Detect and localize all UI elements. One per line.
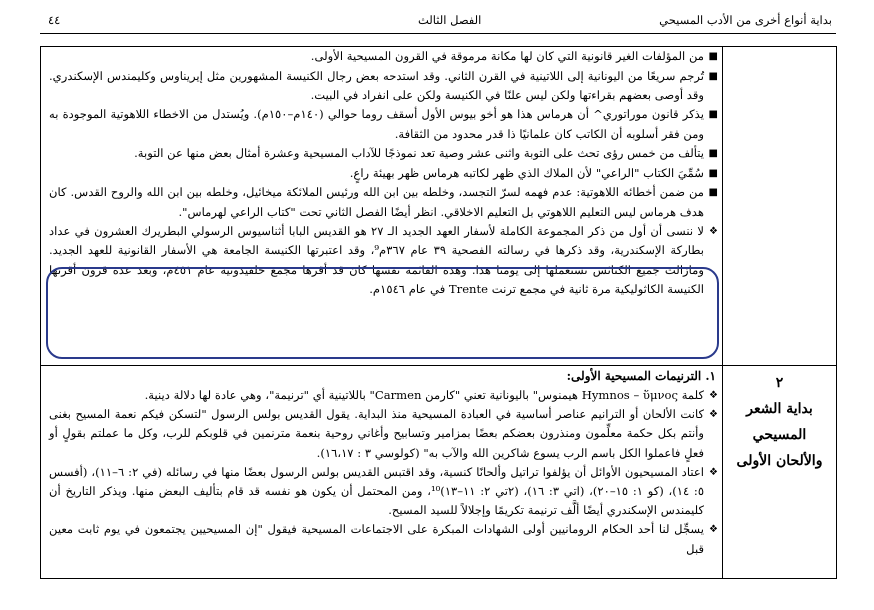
book-title: بداية أنواع أخرى من الأدب المسيحي [659, 13, 832, 27]
list-item [41, 105, 722, 143]
bullet-text: يتألف من خمس رؤى تحث على التوبة واثنى عشر وصية تعد نموذجًا للآداب المسيحية وعشرة أمثال بعض منها عن التوبة. [134, 146, 704, 161]
bullet-text: يذكر قانون موراتوري^ أن هرماس هذا هو أخو بيوس الأول أسقف روما حوالي (١٤٠م–١٥٠م). ويُستدل من الاخطاء اللاهوتية الموجودة به ومن فقر أسلوبه أن الكاتب كان علمانيًا ذا قدر محدود من الثقافة. [49, 107, 704, 141]
main-cell [41, 47, 723, 366]
diamond-bullet-icon: ❖ [709, 409, 718, 421]
list-item [41, 405, 722, 463]
side-title-line: المسيحي [752, 427, 807, 443]
table-row [41, 366, 837, 579]
diamond-bullet-icon: ❖ [709, 524, 718, 536]
list-item [41, 144, 722, 163]
list-item-highlighted [41, 222, 722, 299]
side-title-line: بداية الشعر [746, 401, 813, 417]
square-bullet-icon: ■ [708, 187, 718, 199]
square-bullet-icon: ■ [708, 148, 718, 160]
bullet-text: كلمة Hymnos – ὕμνος هيمنوس" باليونانية تعني "كارمن Carmen" باللاتينية أي "ترنيمة"، وهي عادة لها دلالة دينية. [144, 388, 704, 402]
section-heading: ١. الترنيمات المسيحية الأولى: [566, 369, 716, 383]
list-item [41, 183, 722, 221]
list-item [41, 463, 722, 521]
main-cell [41, 366, 723, 579]
diamond-bullet-icon: ❖ [709, 390, 718, 401]
diamond-bullet-icon: ❖ [709, 466, 718, 478]
diamond-bullet-icon: ❖ [709, 226, 718, 238]
bullet-text: يسجِّل لنا أحد الحكام الرومانيين أولى الشهادات المبكرة على الاجتماعات المسيحية فيقول "إن المسيحيين يجتمعون في يوم ثابت معين قبل [49, 522, 704, 556]
side-title-line: والألحان الأولى [736, 453, 823, 469]
header-rule [40, 33, 836, 34]
table-row [41, 47, 837, 366]
side-cell-title [723, 366, 837, 579]
bullet-text: سُمِّيَ الكتاب "الراعي" لأن الملاك الذي ظهر لكاتبه هرماس ظهر بهيئة راعٍ. [349, 165, 704, 180]
bullet-text: من ضمن أخطائه اللاهوتية: عدم فهمه لسرّ التجسد، وخلطه بين ابن الله ورئيس الملائكة ميخائيل، وخلطه بين ابن الله والروح القدس. كان هدف هرماس ليس التعليم اللاهوتي بل التعليم الاخلاقي. انظر أيضًا الفصل الثاني تحت "كتاب الراعي لهرماس". [49, 185, 704, 219]
list-item [41, 520, 722, 558]
content-table [40, 46, 837, 579]
side-title [723, 366, 836, 474]
list-item [41, 67, 722, 105]
page-number: ٤٤ [48, 13, 61, 27]
bullet-text: اعتاد المسيحيون الأوائل أن يؤلفوا تراتيل وألحانًا كنسية، وقد اقتبس القديس بولس الرسول بعضًا منها في رسائله (في ٢: ٦–١١)، (أفسس ٥: ١٤)، (كو ١: ١٥–٢٠)، (اتي ٣: ١٦)، (٢تي ٢: ١١–١٣)¹⁰، ومن المحتمل أن يكون هو نفسه قد قام بتأليف البعض منها. ويذكر التاريخ أن كليمندس الإسكندري أيضًا ألَّف ترنيمة تكريمًا وإجلالاً للسيد المسيح. [49, 464, 705, 518]
bullet-text: من المؤلفات الغير قانونية التي كان لها مكانة مرموقة في القرون المسيحية الأولى. [310, 49, 704, 63]
list-item [41, 47, 722, 66]
side-cell-empty [723, 47, 837, 366]
square-bullet-icon: ■ [708, 70, 718, 82]
list-item [41, 164, 722, 183]
section-number: ٢ [775, 375, 784, 391]
bullet-text: تُرجم سريعًا من اليونانية إلى اللاتينية في القرن الثاني. وقد استدحه بعض رجال الكنيسة المشهورين مثل إيريناوس وكليمندس الإسكندري. وقد أوصى بعضهم بقراءتها ولكن ليس علنًا في الكنيسة ولكن على انفراد في البيت. [49, 68, 704, 102]
square-bullet-icon: ■ [708, 109, 718, 121]
list-item [41, 386, 722, 405]
bullet-text: كانت الألحان أو الترانيم عناصر أساسية في العبادة المسيحية منذ البداية. يقول القديس بولس الرسول "لتسكن فيكم نعمة المسيح بغنى وأنتم بكل حكمة معلِّمون ومنذرون بعضكم بعضًا بمزامير وتسابيح وأغاني روحية بنعمة مترنمين في قلوبكم للرب، وكل ما عملتم بقولٍ أو فعلٍ فاعملوا الكل باسم الرب يسوع شاكرين الله والآب به" (كولوسي ٣ : ١٦،١٧). [49, 407, 704, 460]
square-bullet-icon: ■ [708, 167, 718, 179]
bullet-text: لا ننسى أن أول من ذكر المجموعة الكاملة لأسفار العهد الجديد الـ ٢٧ هو القديس البابا أثناسيوس الرسولي البطريرك العشرون في عداد بطاركة الإسكندرية، وقد ذكرها في رسالته الفصحية ٣٩ عام ٣٦٧م⁹، وقد اعتبرتها الكنيسة الجامعة هي الأسفار القانونية للعهد الجديد. ومازالت جميع الكنائس تستعملها إلى يومنا هذا. وهذه القائمة نفسها كان قد أقرها مجمع خلقيدونية عام ٤٥١م، وبعد عدة قرون أقرتها الكنيسة الكاثوليكية مرة ثانية في مجمع ترنت Trente في عام ١٥٤٦م. [49, 224, 705, 296]
square-bullet-icon: ■ [708, 51, 718, 62]
chapter-title: الفصل الثالث [418, 13, 482, 27]
running-header [40, 10, 836, 32]
